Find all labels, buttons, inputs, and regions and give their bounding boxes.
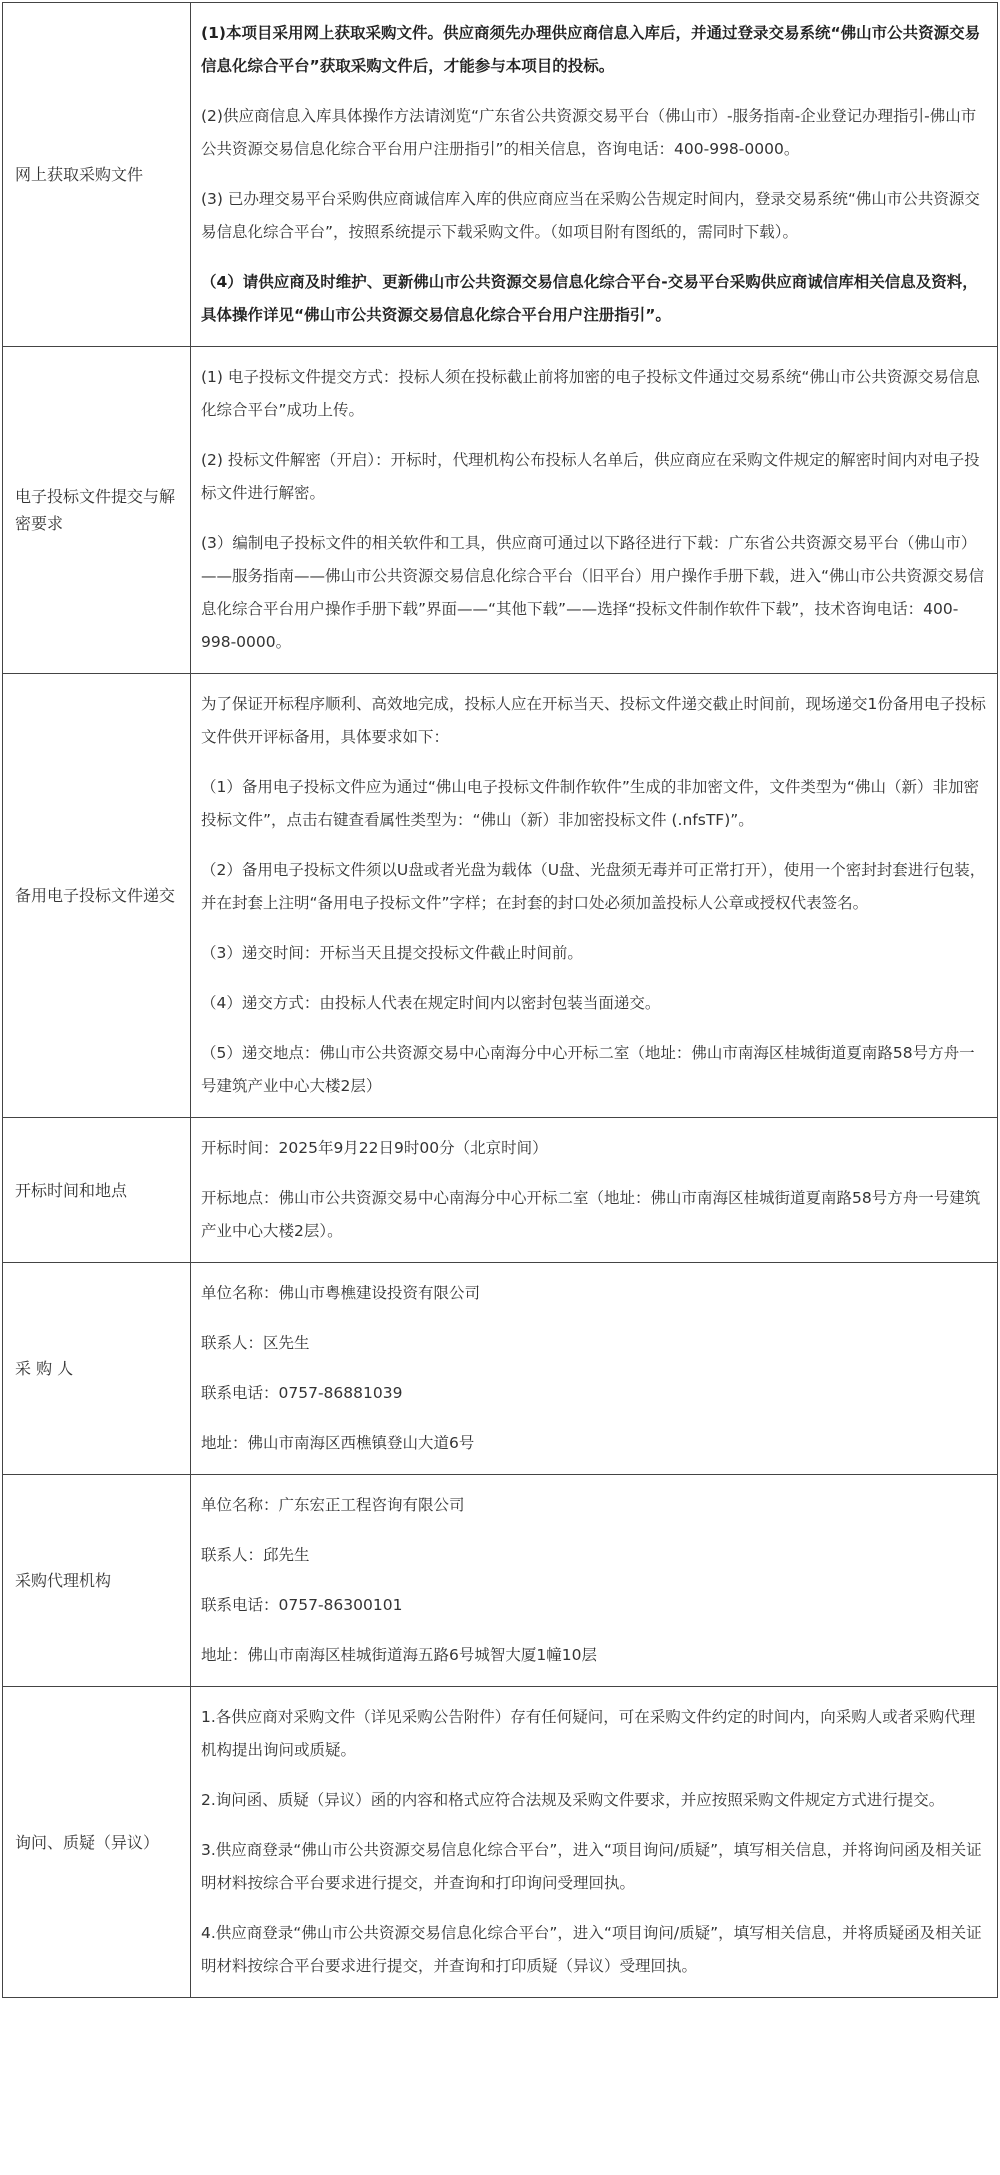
row-paragraph: 地址：佛山市南海区桂城街道海五路6号城智大厦1幢10层 — [201, 1646, 597, 1664]
row-paragraph: 2.询问函、质疑（异议）函的内容和格式应符合法规及采购文件要求，并应按照采购文件规定方式进行提交。 — [201, 1791, 945, 1809]
row-label: 网上获取采购文件 — [3, 3, 191, 347]
row-paragraph: (1)本项目采用网上获取采购文件。供应商须先办理供应商信息入库后，并通过登录交易系统“佛山市公共资源交易信息化综合平台”获取采购文件后，才能参与本项目的投标。 — [201, 24, 981, 75]
row-content — [191, 347, 998, 674]
row-paragraph: (2)供应商信息入库具体操作方法请浏览“广东省公共资源交易平台（佛山市）-服务指南-企业登记办理指引-佛山市公共资源交易信息化综合平台用户注册指引”的相关信息，咨询电话：400-998-0000。 — [201, 107, 977, 158]
row-paragraph: (2) 投标文件解密（开启）：开标时，代理机构公布投标人名单后，供应商应在采购文件规定的解密时间内对电子投标文件进行解密。 — [201, 451, 980, 502]
row-paragraph: (3）编制电子投标文件的相关软件和工具，供应商可通过以下路径进行下载：广东省公共资源交易平台（佛山市）——服务指南——佛山市公共资源交易信息化综合平台（旧平台）用户操作手册下载，进入“佛山市公共资源交易信息化综合平台用户操作手册下载”界面——“其他下载”——选择“投标文件制作软件下载”，技术咨询电话：400-998-0000。 — [201, 534, 985, 651]
row-label: 备用电子投标文件递交 — [3, 674, 191, 1118]
row-paragraph: 联系人：区先生 — [201, 1334, 310, 1352]
table-row — [3, 1475, 998, 1687]
row-paragraph: （5）递交地点：佛山市公共资源交易中心南海分中心开标二室（地址：佛山市南海区桂城街道夏南路58号方舟一号建筑产业中心大楼2层） — [201, 1044, 975, 1095]
row-paragraph: (3) 已办理交易平台采购供应商诚信库入库的供应商应当在采购公告规定时间内，登录交易系统“佛山市公共资源交易信息化综合平台”，按照系统提示下载采购文件。（如项目附有图纸的，需同时下载）。 — [201, 190, 980, 241]
row-paragraph: 联系电话：0757-86300101 — [201, 1596, 403, 1614]
row-content — [191, 1118, 998, 1263]
row-paragraph: (1) 电子投标文件提交方式：投标人须在投标截止前将加密的电子投标文件通过交易系统“佛山市公共资源交易信息化综合平台”成功上传。 — [201, 368, 980, 419]
table-row — [3, 1118, 998, 1263]
row-paragraph: 地址：佛山市南海区西樵镇登山大道6号 — [201, 1434, 475, 1452]
row-paragraph: （3）递交时间：开标当天且提交投标文件截止时间前。 — [201, 944, 583, 962]
row-paragraph: 1.各供应商对采购文件（详见采购公告附件）存有任何疑问，可在采购文件约定的时间内，向采购人或者采购代理机构提出询问或质疑。 — [201, 1708, 976, 1759]
row-paragraph: 为了保证开标程序顺利、高效地完成，投标人应在开标当天、投标文件递交截止时间前，现场递交1份备用电子投标文件供开评标备用，具体要求如下： — [201, 695, 986, 746]
row-paragraph: 联系电话：0757-86881039 — [201, 1384, 403, 1402]
row-paragraph: （4）请供应商及时维护、更新佛山市公共资源交易信息化综合平台-交易平台采购供应商诚信库相关信息及资料，具体操作详见“佛山市公共资源交易信息化综合平台用户注册指引”。 — [201, 273, 978, 324]
table-row — [3, 1263, 998, 1475]
row-content — [191, 1687, 998, 1998]
row-paragraph: （4）递交方式：由投标人代表在规定时间内以密封包装当面递交。 — [201, 994, 661, 1012]
row-paragraph: 开标时间：2025年9月22日9时00分（北京时间） — [201, 1139, 548, 1157]
row-paragraph: 3.供应商登录“佛山市公共资源交易信息化综合平台”，进入“项目询问/质疑”，填写相关信息，并将询问函及相关证明材料按综合平台要求进行提交，并查询和打印询问受理回执。 — [201, 1841, 982, 1892]
row-paragraph: 单位名称：佛山市粤樵建设投资有限公司 — [201, 1284, 481, 1302]
row-content — [191, 3, 998, 347]
row-label: 采购代理机构 — [3, 1475, 191, 1687]
row-content — [191, 1263, 998, 1475]
row-label: 询问、质疑（异议） — [3, 1687, 191, 1998]
table-row — [3, 3, 998, 347]
row-label: 电子投标文件提交与解密要求 — [3, 347, 191, 674]
row-paragraph: 联系人：邱先生 — [201, 1546, 310, 1564]
row-paragraph: 开标地点：佛山市公共资源交易中心南海分中心开标二室（地址：佛山市南海区桂城街道夏南路58号方舟一号建筑产业中心大楼2层）。 — [201, 1189, 981, 1240]
table-row — [3, 674, 998, 1118]
table-row — [3, 347, 998, 674]
row-paragraph: 单位名称：广东宏正工程咨询有限公司 — [201, 1496, 465, 1514]
procurement-info-table — [2, 2, 998, 1998]
row-content — [191, 674, 998, 1118]
row-label: 采 购 人 — [3, 1263, 191, 1475]
row-label: 开标时间和地点 — [3, 1118, 191, 1263]
row-content — [191, 1475, 998, 1687]
table-row — [3, 1687, 998, 1998]
row-paragraph: （1）备用电子投标文件应为通过“佛山电子投标文件制作软件”生成的非加密文件，文件类型为“佛山（新）非加密投标文件”，点击右键查看属性类型为：“佛山（新）非加密投标文件 (.nfsTF)”。 — [201, 778, 979, 829]
row-paragraph: 4.供应商登录“佛山市公共资源交易信息化综合平台”，进入“项目询问/质疑”，填写相关信息，并将质疑函及相关证明材料按综合平台要求进行提交，并查询和打印质疑（异议）受理回执。 — [201, 1924, 982, 1975]
row-paragraph: （2）备用电子投标文件须以U盘或者光盘为载体（U盘、光盘须无毒并可正常打开），使用一个密封封套进行包装，并在封套上注明“备用电子投标文件”字样；在封套的封口处必须加盖投标人公章或授权代表签名。 — [201, 861, 986, 912]
